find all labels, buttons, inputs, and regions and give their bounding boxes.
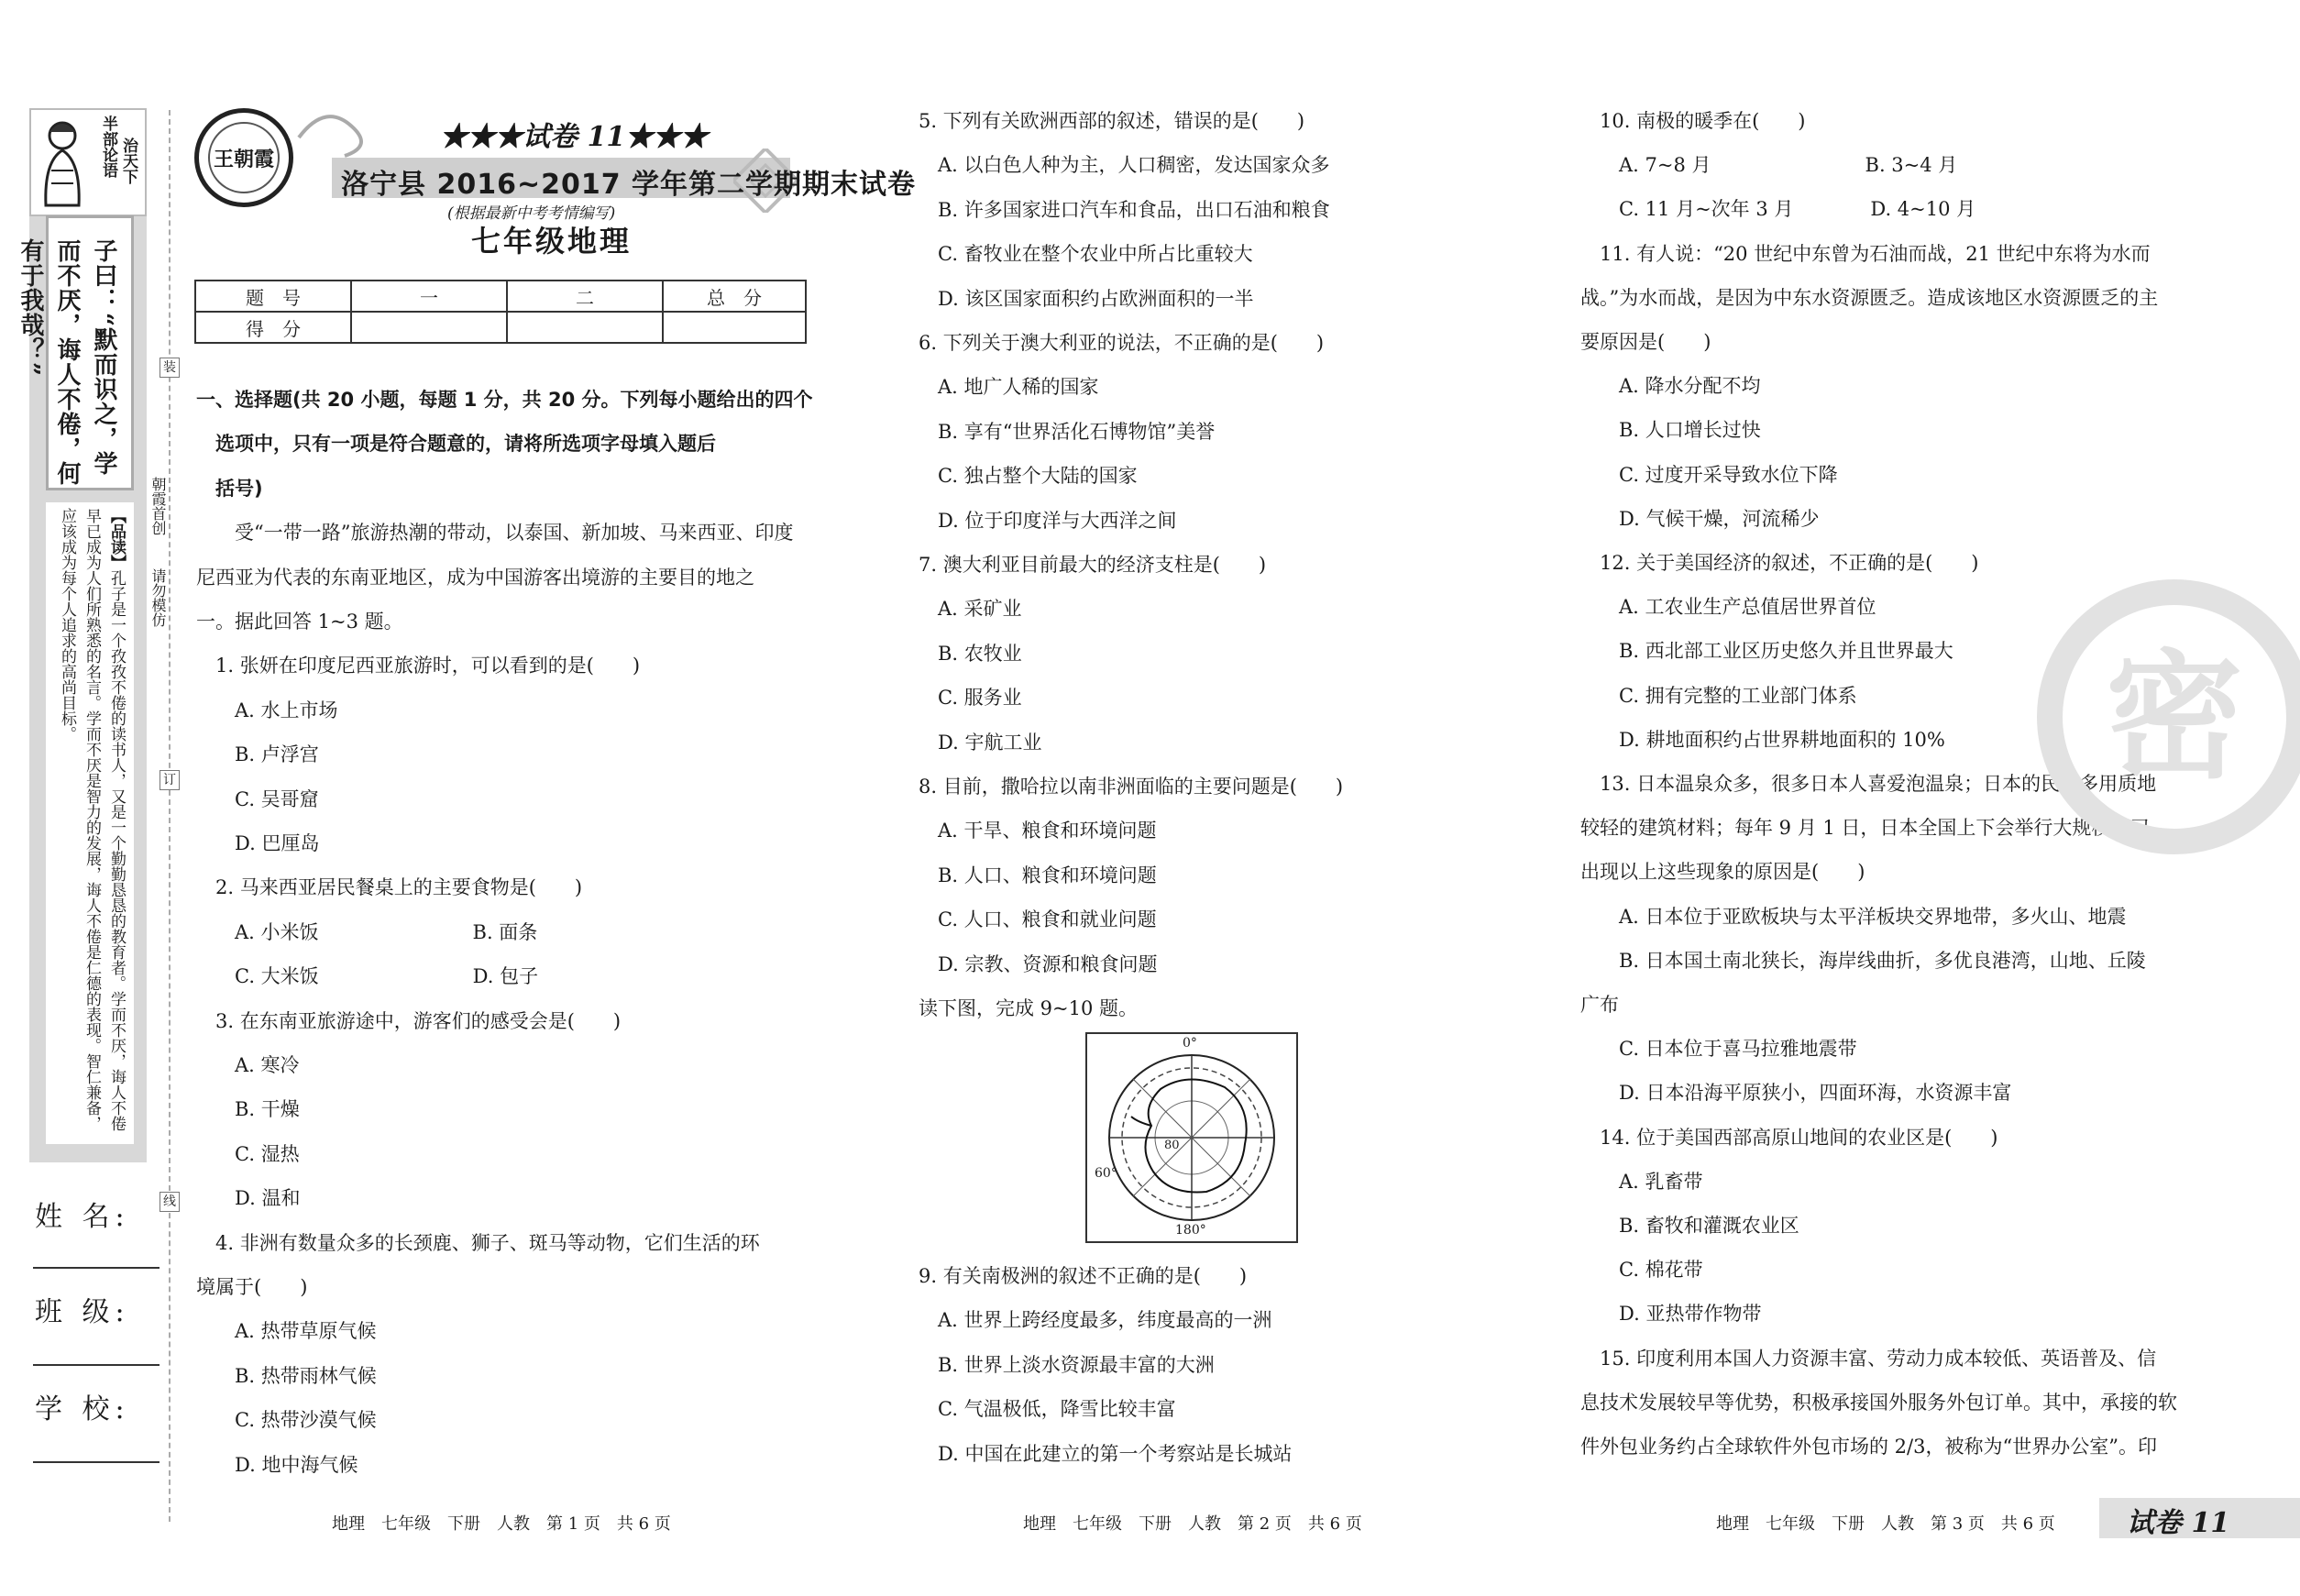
text-line: 要原因是( ) — [1580, 331, 1711, 353]
text-line: B. 许多国家进口汽车和食品，出口石油和粮食 — [919, 198, 1330, 221]
school-label: 学 校: — [35, 1393, 130, 1425]
text-line: D. 宗教、资源和粮食问题 — [919, 952, 1158, 975]
text-line: C. 吴哥窟 — [196, 787, 319, 810]
text-line: 12. 关于美国经济的叙述，不正确的是( ) — [1580, 552, 1979, 574]
text-line: 8. 目前，撒哈拉以南非洲面临的主要问题是( ) — [919, 776, 1344, 798]
score-cell: 二 — [507, 281, 663, 312]
text-line: 5. 下列有关欧洲西部的叙述，错误的是( ) — [919, 110, 1305, 132]
text-line: D. 耕地面积约占世界耕地面积的 10% — [1580, 728, 1945, 751]
text-line: 15. 印度利用本国人力资源丰富、劳动力成本较低、英语普及、信 — [1580, 1347, 2157, 1370]
text-line: D. 日本沿海平原狭小，四面环海，水资源丰富 — [1580, 1082, 2012, 1105]
text-line: A. 地广人稀的国家 — [919, 376, 1099, 399]
quote-box — [17, 215, 134, 490]
text-line: 读下图，完成 9~10 题。 — [919, 997, 1139, 1019]
text-line: 广布 — [1580, 994, 1619, 1016]
badge-line-1: 半部论语 — [99, 116, 117, 178]
school-field-line[interactable] — [33, 1461, 160, 1463]
score-cell: 得 分 — [195, 312, 351, 343]
score-table — [194, 280, 807, 344]
score-table-row — [195, 312, 806, 343]
gutter-char-1: 装 — [160, 358, 180, 378]
gutter-char-3: 线 — [160, 1192, 180, 1212]
sidebar-badge — [29, 108, 147, 216]
text-line: A. 7~8 月 B. 3~4 月 — [1580, 154, 1958, 177]
text-line: D. 位于印度洋与大西洋之间 — [919, 509, 1177, 532]
publisher-logo — [194, 108, 293, 207]
score-input-cell[interactable] — [351, 312, 507, 343]
text-line: A. 工农业生产总值居世界首位 — [1580, 596, 1876, 619]
text-line: 选项中，只有一项是符合题意的，请将所选项字母填入题后 — [196, 433, 716, 456]
text-line: 14. 位于美国西部高原山地间的农业区是( ) — [1580, 1126, 1998, 1149]
text-line: C. 服务业 — [919, 687, 1022, 710]
text-line: 10. 南极的暖季在( ) — [1580, 110, 1806, 132]
text-line: 11. 有人说：“20 世纪中东曾为石油而战，21 世纪中东将为水而 — [1580, 242, 2151, 265]
text-line: C. 热带沙漠气候 — [196, 1409, 377, 1432]
confucius-quote: 子曰：“默而识之，学而不厌，诲人不倦，何有于我哉？” — [17, 238, 117, 486]
badge-line-2: 治天下 — [119, 138, 138, 184]
reading-box — [46, 502, 134, 1144]
text-line: B. 世界上淡水资源最丰富的大洲 — [919, 1353, 1215, 1376]
text-line: A. 降水分配不均 — [1580, 375, 1761, 398]
exam-grade: 七年级地理 — [471, 224, 633, 259]
text-line: 受“一带一路”旅游热潮的带动，以泰国、新加坡、马来西亚、印度 — [196, 522, 794, 545]
text-line: C. 人口、粮食和就业问题 — [919, 908, 1157, 931]
text-line: 息技术发展较早等优势，积极承接国外服务外包订单。其中，承接的软 — [1580, 1391, 2177, 1414]
logo-text: 王朝霞 — [208, 122, 280, 193]
score-cell: 总 分 — [663, 281, 806, 312]
text-line: A. 小米饭 B. 面条 — [196, 920, 538, 943]
text-line: B. 享有“世界活化石博物馆”美誉 — [919, 420, 1216, 443]
text-line: B. 畜牧和灌溉农业区 — [1580, 1215, 1799, 1237]
class-label: 班 级: — [35, 1296, 130, 1328]
secret-seal — [2037, 579, 2300, 854]
text-line: A. 世界上跨经度最多，纬度最高的一洲 — [919, 1309, 1272, 1332]
score-input-cell[interactable] — [663, 312, 806, 343]
text-line: C. 棉花带 — [1580, 1259, 1703, 1282]
text-line: 13. 日本温泉众多，很多日本人喜爱泡温泉；日本的民居多用质地 — [1580, 773, 2157, 795]
text-line: D. 地中海气候 — [196, 1453, 358, 1476]
footer-page-3: 地理 七年级 下册 人教 第 3 页 共 6 页 — [1716, 1514, 2055, 1534]
text-line: B. 农牧业 — [919, 642, 1022, 665]
exam-title: 洛宁县 2016~2017 学年第二学期期末试卷 — [341, 169, 917, 201]
map-label-top: 0° — [1183, 1036, 1197, 1051]
name-label: 姓 名: — [35, 1201, 130, 1233]
gutter-note-1: 朝霞首创 — [149, 477, 167, 535]
end-badge-text: 试卷 11 — [2127, 1507, 2230, 1539]
seal-text: 密 — [2105, 636, 2243, 798]
text-line: B. 卢浮宫 — [196, 743, 319, 766]
gutter-char-2: 订 — [160, 770, 180, 790]
name-field-line[interactable] — [33, 1267, 160, 1269]
text-line: 7. 澳大利亚目前最大的经济支柱是( ) — [919, 554, 1267, 576]
text-line: A. 乳畜带 — [1580, 1170, 1703, 1193]
text-line: 较轻的建筑材料；每年 9 月 1 日，日本全国上下会举行大规模演习。 — [1580, 817, 2169, 840]
text-line: A. 日本位于亚欧板块与太平洋板块交界地带，多火山、地震 — [1580, 905, 2127, 928]
text-line: B. 干燥 — [196, 1098, 300, 1121]
text-line: A. 以白色人种为主，人口稠密，发达国家众多 — [919, 154, 1330, 177]
text-line: 一、选择题(共 20 小题，每题 1 分，共 20 分。下列每小题给出的四个 — [196, 389, 813, 411]
text-line: D. 巴厘岛 — [196, 832, 320, 854]
text-line: A. 干旱、粮食和环境问题 — [919, 820, 1157, 842]
reading-label: 【品读】 — [107, 508, 126, 570]
reading-body: 孔子是一个孜孜不倦的读书人，又是一个勤勤恳恳的教育者。学而不厌，诲人不倦早已成为人们所熟悉的名言。学而不厌是智力的发展，诲人不倦是仁德的表现。智仁兼备，应该成为每个人追求的高尚目标。 — [58, 508, 126, 1131]
text-line: C. 气温极低，降雪比较丰富 — [919, 1398, 1176, 1421]
text-line: D. 宇航工业 — [919, 731, 1042, 754]
text-line: C. 大米饭 D. 包子 — [196, 965, 539, 988]
text-line: D. 中国在此建立的第一个考察站是长城站 — [919, 1442, 1293, 1465]
text-line: 一。据此回答 1~3 题。 — [196, 611, 403, 633]
text-line: 战。”为水而战，是因为中东水资源匮乏。造成该地区水资源匮乏的主 — [1580, 286, 2159, 309]
text-line: B. 人口、粮食和环境问题 — [919, 864, 1157, 886]
text-line: D. 亚热带作物带 — [1580, 1303, 1762, 1326]
text-line: 尼西亚为代表的东南亚地区，成为中国游客出境游的主要目的地之 — [196, 566, 754, 589]
text-line: C. 过度开采导致水位下降 — [1580, 463, 1838, 486]
text-line: A. 热带草原气候 — [196, 1320, 377, 1343]
text-line: A. 水上市场 — [196, 699, 338, 721]
score-table-row — [195, 281, 806, 312]
text-line: 件外包业务约占全球软件外包市场的 2/3，被称为“世界办公室”。印 — [1580, 1436, 2157, 1458]
map-label-inner: 80 — [1164, 1139, 1180, 1152]
text-line: C. 拥有完整的工业部门体系 — [1580, 684, 1857, 707]
score-input-cell[interactable] — [507, 312, 663, 343]
antarctica-map-icon — [1087, 1034, 1296, 1241]
text-line: 2. 马来西亚居民餐桌上的主要食物是( ) — [196, 876, 583, 899]
binding-line — [169, 110, 171, 1522]
text-line: 括号) — [196, 477, 263, 500]
exam-subtitle: (根据最新中考考情编写) — [447, 204, 616, 223]
text-line: C. 湿热 — [196, 1142, 300, 1165]
text-line: B. 日本国土南北狭长，海岸线曲折，多优良港湾，山地、丘陵 — [1580, 949, 2146, 972]
text-line: 境属于( ) — [196, 1276, 308, 1298]
text-line: 9. 有关南极洲的叙述不正确的是( ) — [919, 1265, 1248, 1287]
text-line: C. 畜牧业在整个农业中所占比重较大 — [919, 243, 1253, 266]
class-field-line[interactable] — [33, 1364, 160, 1366]
score-cell: 一 — [351, 281, 507, 312]
text-line: D. 气候干燥，河流稀少 — [1580, 507, 1820, 530]
ribbon-decoration-icon — [290, 101, 381, 165]
text-line: A. 采矿业 — [919, 598, 1022, 621]
text-line: 4. 非洲有数量众多的长颈鹿、狮子、斑马等动物，它们生活的环 — [196, 1231, 760, 1254]
scholar-figure-icon — [35, 116, 94, 207]
text-line: C. 日本位于喜马拉雅地震带 — [1580, 1038, 1857, 1061]
text-line: C. 11 月~次年 3 月 D. 4~10 月 — [1580, 198, 1976, 221]
map-label-bottom: 180° — [1175, 1223, 1206, 1238]
antarctica-map — [1085, 1032, 1298, 1243]
footer-page-1: 地理 七年级 下册 人教 第 1 页 共 6 页 — [332, 1514, 671, 1534]
text-line: B. 热带雨林气候 — [196, 1364, 377, 1387]
series-title: ★★★试卷 11★★★ — [440, 121, 709, 153]
score-cell: 题 号 — [195, 281, 351, 312]
text-line: A. 寒冷 — [196, 1054, 300, 1076]
reading-text — [54, 508, 128, 1140]
map-label-left: 60° — [1095, 1166, 1117, 1181]
text-line: B. 人口增长过快 — [1580, 419, 1761, 442]
text-line: 1. 张妍在印度尼西亚旅游时，可以看到的是( ) — [196, 655, 641, 677]
text-line: 出现以上这些现象的原因是( ) — [1580, 861, 1865, 884]
gutter-note-2: 请勿模仿 — [149, 568, 167, 627]
text-line: D. 该区国家面积约占欧洲面积的一半 — [919, 287, 1254, 310]
text-line: B. 西北部工业区历史悠久并且世界最大 — [1580, 640, 1953, 663]
footer-page-2: 地理 七年级 下册 人教 第 2 页 共 6 页 — [1023, 1514, 1362, 1534]
text-line: 3. 在东南亚旅游途中，游客们的感受会是( ) — [196, 1009, 622, 1032]
text-line: C. 独占整个大陆的国家 — [919, 465, 1138, 488]
text-line: D. 温和 — [196, 1187, 301, 1210]
text-line: 6. 下列关于澳大利亚的说法，不正确的是( ) — [919, 332, 1325, 354]
